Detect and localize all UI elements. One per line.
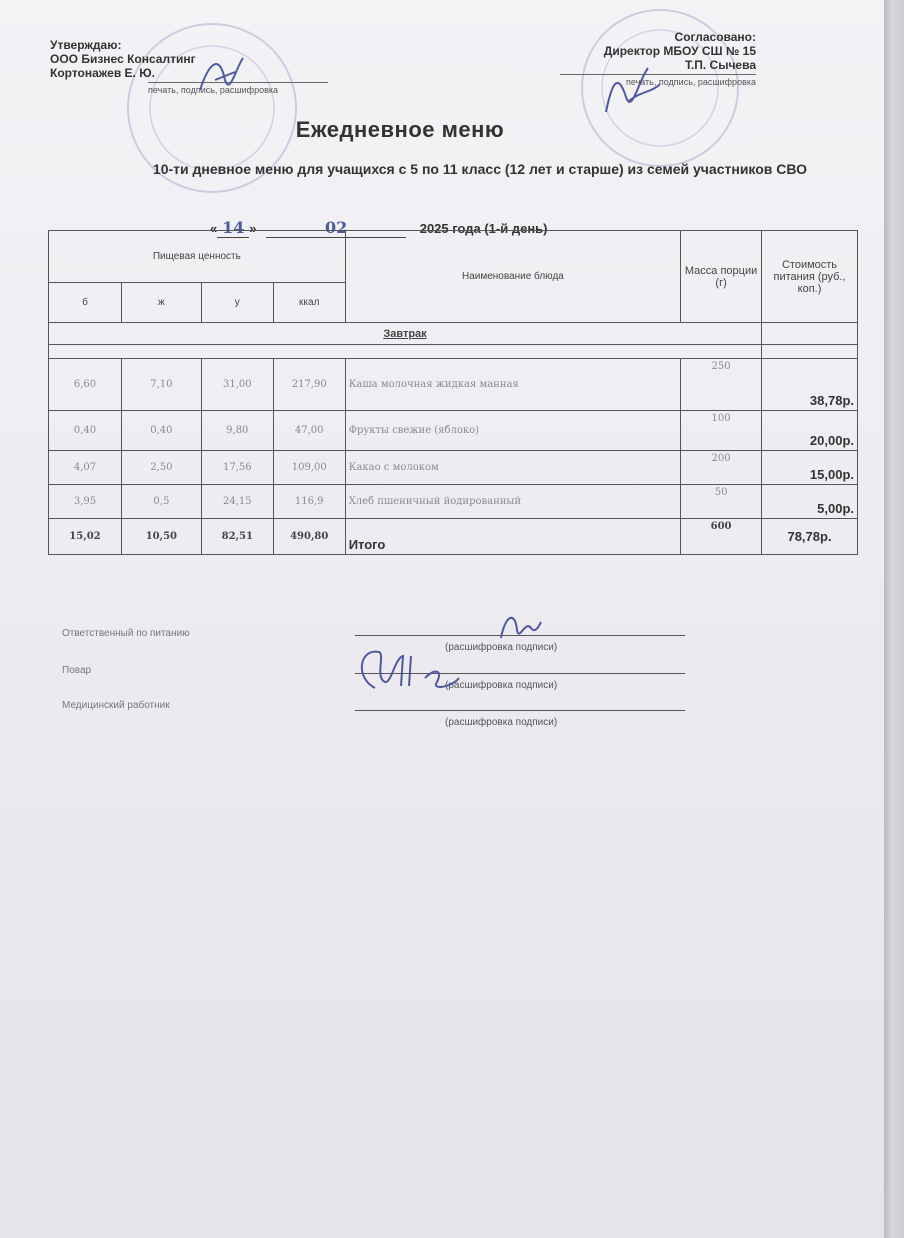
price-cell: 20,00р. <box>762 411 858 451</box>
mass-cell: 250 <box>681 359 762 411</box>
menu-table <box>48 230 858 555</box>
mass-header: Масса порции (г) <box>681 231 762 323</box>
spacer-price-cell <box>762 345 858 359</box>
price-cell: 15,00р. <box>762 451 858 485</box>
mass-cell: 100 <box>681 411 762 451</box>
mass-cell: 200 <box>681 451 762 485</box>
responsible-caption: (расшифровка подписи) <box>445 642 558 653</box>
table-row <box>49 485 858 519</box>
fat-cell: 2,50 <box>121 451 201 485</box>
price-header: Стоимость питания (руб., коп.) <box>762 231 858 323</box>
medic-label: Медицинский работник <box>62 700 170 711</box>
agreement-signature <box>598 62 668 122</box>
table-row <box>49 451 858 485</box>
protein-cell: 3,95 <box>49 485 122 519</box>
kcal-header: ккал <box>273 283 345 323</box>
dish-name-cell: Хлеб пшеничный йодированный <box>345 485 680 519</box>
table-row <box>49 411 858 451</box>
responsible-label: Ответственный по питанию <box>62 628 190 639</box>
carbs-cell: 24,15 <box>201 485 273 519</box>
approval-person: Кортонажев Е. Ю. <box>50 66 155 80</box>
total-row <box>49 519 858 555</box>
approval-label: Утверждаю: <box>50 38 122 52</box>
approval-signature <box>195 50 255 100</box>
kcal-cell: 116,9 <box>273 485 345 519</box>
dish-name-cell: Каша молочная жидкая манная <box>345 359 680 411</box>
carbs-cell: 9,80 <box>201 411 273 451</box>
date-day: 14 <box>217 218 249 238</box>
fat-cell: 0,40 <box>121 411 201 451</box>
responsible-signature <box>495 608 545 648</box>
agreement-label: Согласовано: <box>674 30 756 44</box>
background-pages-edge <box>884 0 904 1238</box>
total-fat-cell: 10,50 <box>121 519 201 555</box>
kcal-cell: 109,00 <box>273 451 345 485</box>
section-price-cell <box>762 323 858 345</box>
date-month: 02 <box>266 218 406 238</box>
total-mass-cell: 600 <box>681 519 762 555</box>
total-kcal-cell: 490,80 <box>273 519 345 555</box>
approval-org: ООО Бизнес Консалтинг <box>50 52 196 66</box>
protein-header: б <box>49 283 122 323</box>
mass-cell: 50 <box>681 485 762 519</box>
protein-cell: 4,07 <box>49 451 122 485</box>
dish-name-header: Наименование блюда <box>345 231 680 323</box>
date-open-quote: « <box>210 221 218 236</box>
approval-caption: печать, подпись, расшифровка <box>148 82 328 97</box>
dish-name-cell: Какао с молоком <box>345 451 680 485</box>
fat-cell: 0,5 <box>121 485 201 519</box>
date-rest: 2025 года (1-й день) <box>419 221 548 236</box>
page-subtitle: 10-ти дневное меню для учащихся с 5 по 11 класс (12 лет и старше) из семей участников СВО <box>152 161 808 177</box>
protein-cell: 0,40 <box>49 411 122 451</box>
table-row <box>49 359 858 411</box>
price-cell: 38,78р. <box>762 359 858 411</box>
carbs-cell: 31,00 <box>201 359 273 411</box>
nutrition-header: Пищевая ценность <box>49 231 346 283</box>
carbs-cell: 17,56 <box>201 451 273 485</box>
price-cell: 5,00р. <box>762 485 858 519</box>
medic-caption: (расшифровка подписи) <box>445 717 558 728</box>
fat-header: ж <box>121 283 201 323</box>
page-title: Ежедневное меню <box>295 117 505 142</box>
agreement-caption: печать, подпись, расшифровка <box>560 74 756 89</box>
total-carbs-cell: 82,51 <box>201 519 273 555</box>
spacer-row <box>49 345 762 359</box>
cook-signature <box>355 638 465 698</box>
cook-caption: (расшифровка подписи) <box>445 680 558 691</box>
agreement-position: Директор МБОУ СШ № 15 <box>603 44 756 58</box>
approval-block <box>50 38 328 97</box>
agreement-person: Т.П. Сычева <box>684 58 756 72</box>
section-breakfast: Завтрак <box>49 323 762 345</box>
date-close-quote: » <box>249 221 257 236</box>
kcal-cell: 47,00 <box>273 411 345 451</box>
total-label-cell: Итого <box>345 519 680 555</box>
protein-cell: 6,60 <box>49 359 122 411</box>
dish-name-cell: Фрукты свежие (яблоко) <box>345 411 680 451</box>
total-price-cell: 78,78р. <box>762 519 858 555</box>
total-protein-cell: 15,02 <box>49 519 122 555</box>
fat-cell: 7,10 <box>121 359 201 411</box>
cook-label: Повар <box>62 665 92 676</box>
carbs-header: у <box>201 283 273 323</box>
kcal-cell: 217,90 <box>273 359 345 411</box>
medic-signature-line <box>355 710 685 711</box>
